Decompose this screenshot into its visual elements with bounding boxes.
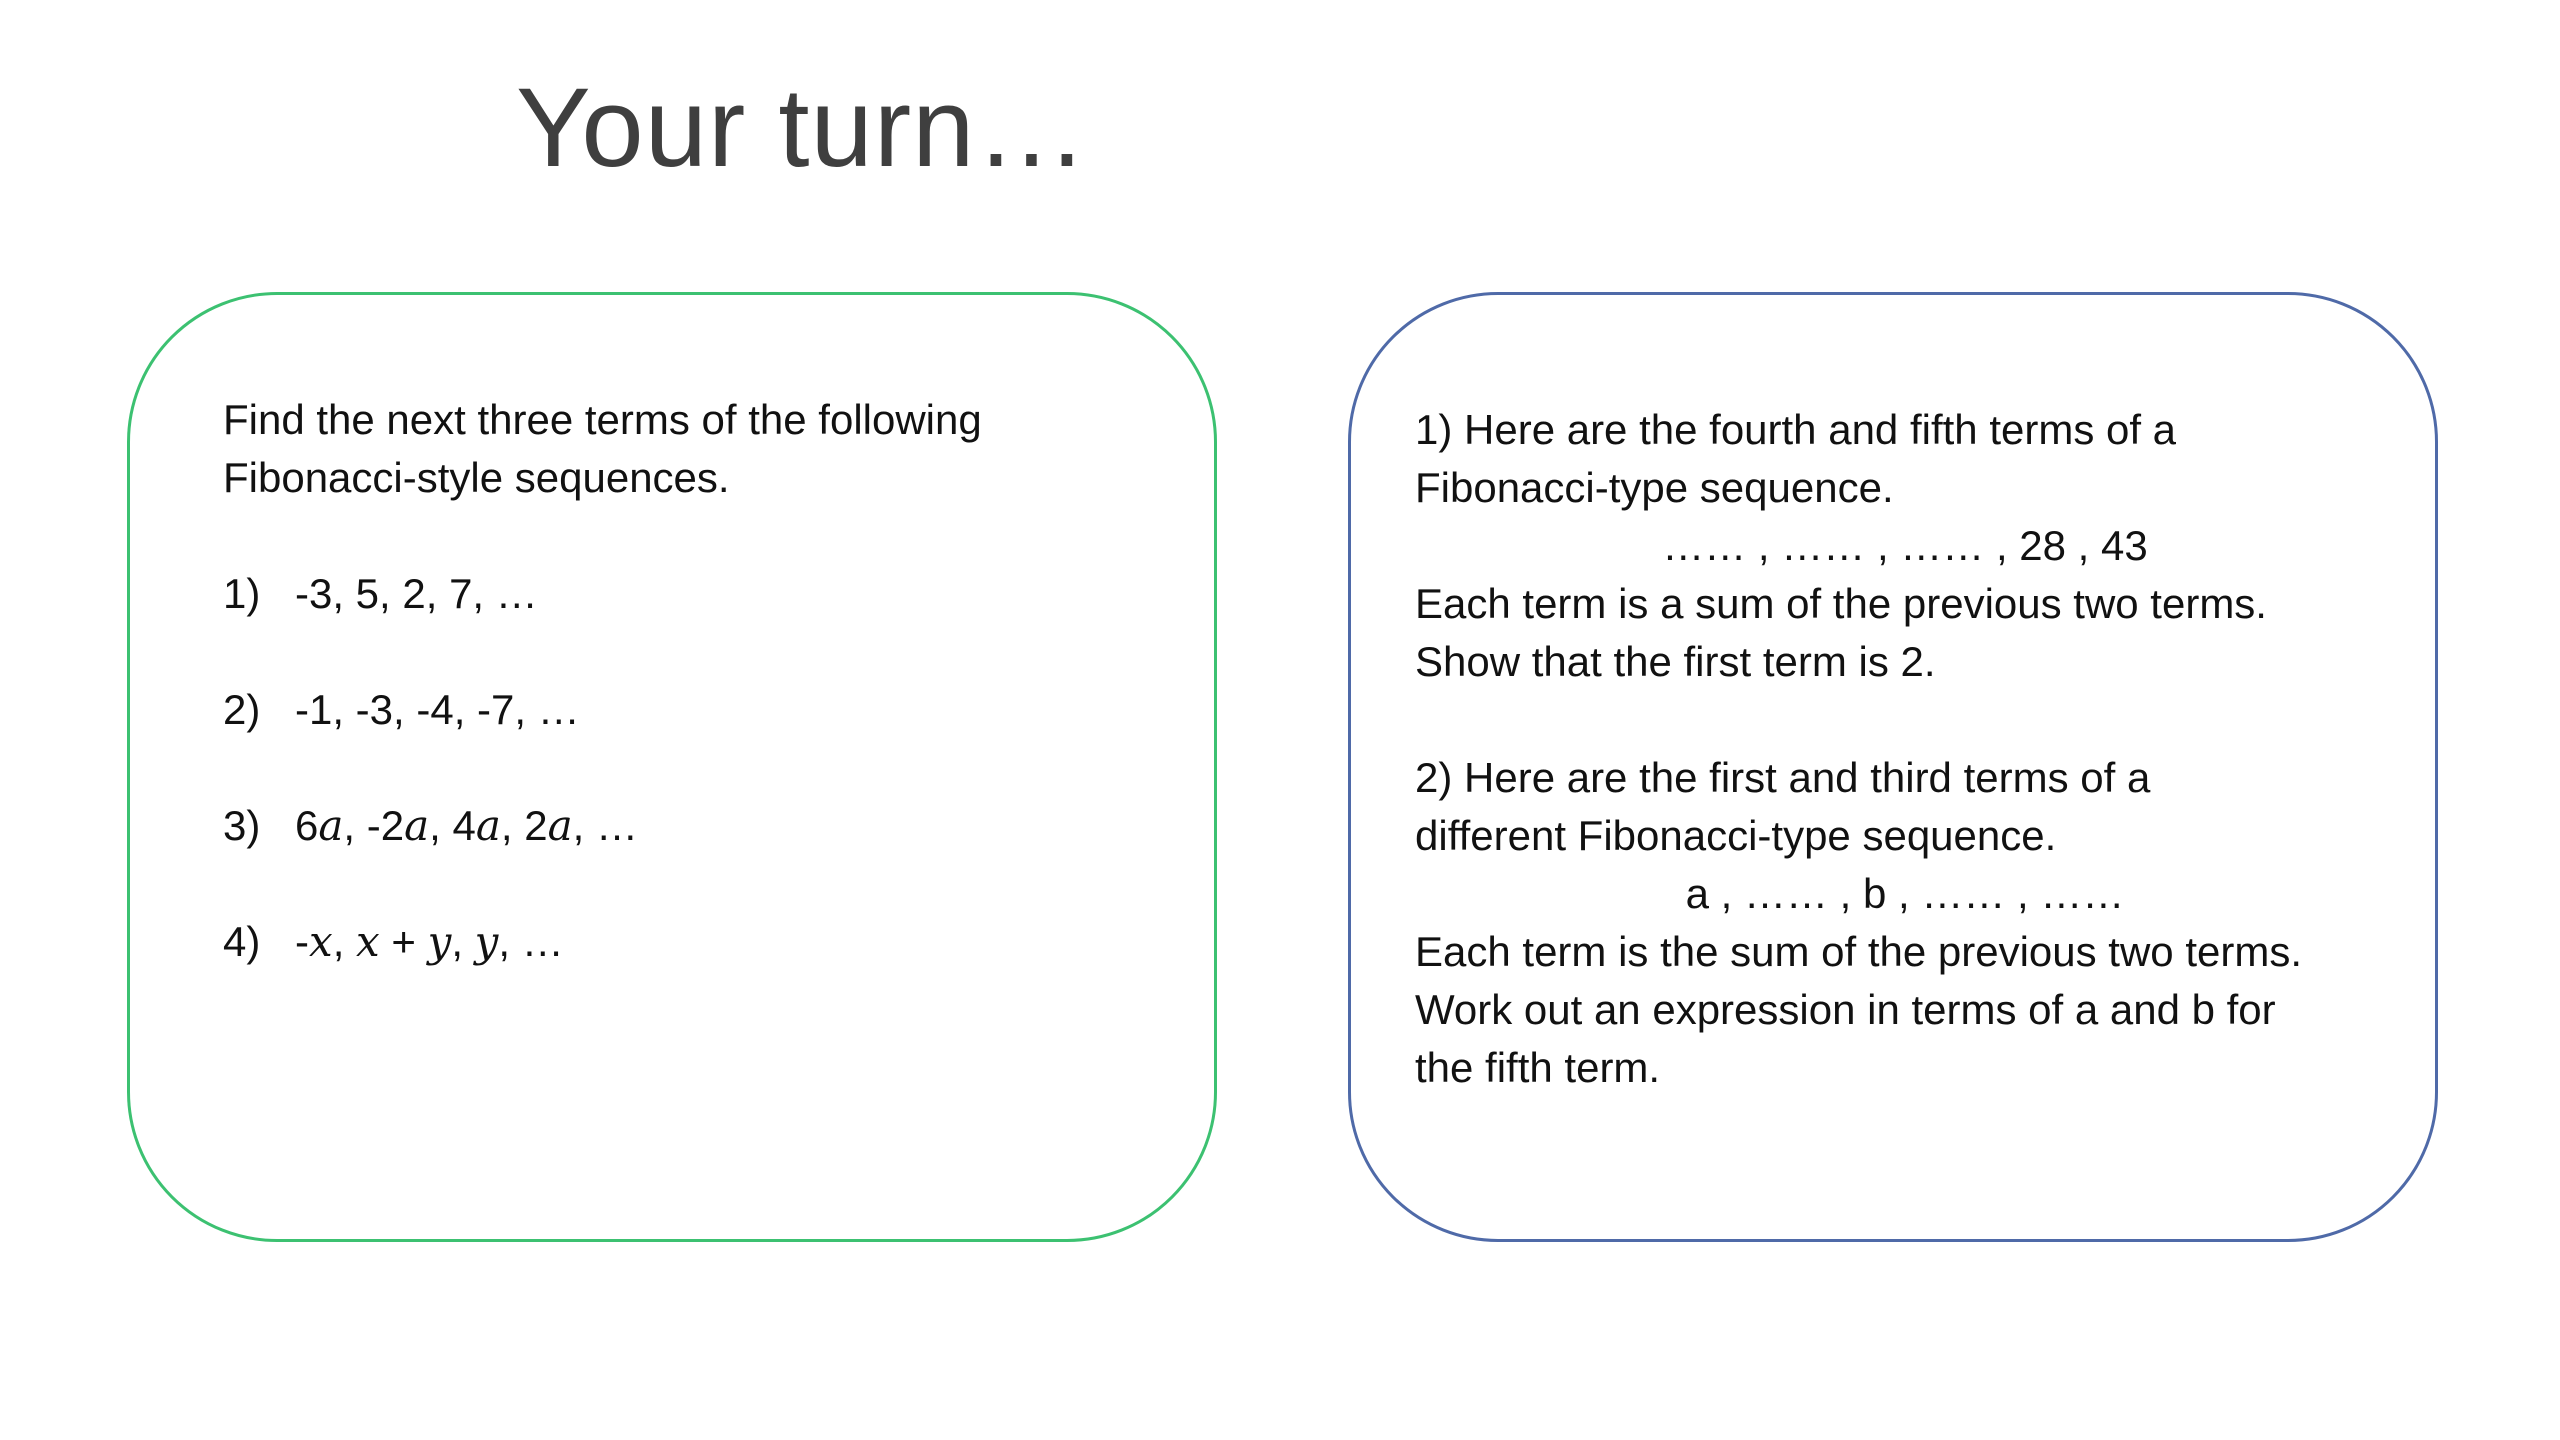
left-panel-content bbox=[223, 391, 1123, 1029]
question-1-line-1: 1) Here are the fourth and fifth terms of a bbox=[1415, 406, 2177, 453]
sequence-terms: 6a, -2a, 4a, 2a, … bbox=[295, 801, 638, 850]
question-1-line-2: Fibonacci-type sequence. bbox=[1415, 464, 1894, 511]
slide-title: Your turn… bbox=[516, 65, 1089, 190]
sequence-terms: -1, -3, -4, -7, … bbox=[295, 686, 580, 733]
sequence-terms: -x, x + y, y, … bbox=[295, 917, 564, 966]
right-exercise-panel bbox=[1348, 292, 2438, 1242]
question-2-line-5: the fifth term. bbox=[1415, 1044, 1661, 1091]
left-panel-intro: Find the next three terms of the following Fibonacci-style sequences. bbox=[223, 396, 982, 501]
right-panel-content bbox=[1415, 401, 2395, 1155]
sequence-item-1 bbox=[223, 565, 1123, 623]
sequence-number: 4) bbox=[223, 918, 261, 965]
sequence-item-3 bbox=[223, 797, 1123, 855]
sequence-item-2 bbox=[223, 681, 1123, 739]
sequence-number: 1) bbox=[223, 570, 261, 617]
sequence-number: 2) bbox=[223, 686, 261, 733]
question-2 bbox=[1415, 749, 2395, 1097]
question-2-sequence: a , …… , b , …… , …… bbox=[1685, 870, 2125, 917]
question-1-sequence: …… , …… , …… , 28 , 43 bbox=[1662, 522, 2148, 569]
question-2-line-3: Each term is the sum of the previous two terms. bbox=[1415, 928, 2303, 975]
sequence-number: 3) bbox=[223, 802, 261, 849]
question-2-line-2: different Fibonacci-type sequence. bbox=[1415, 812, 2057, 859]
question-1-line-3: Each term is a sum of the previous two terms. bbox=[1415, 580, 2267, 627]
question-1-line-4: Show that the first term is 2. bbox=[1415, 638, 1936, 685]
left-exercise-panel bbox=[127, 292, 1217, 1242]
sequence-item-4 bbox=[223, 913, 1123, 971]
sequence-terms: -3, 5, 2, 7, … bbox=[295, 570, 538, 617]
question-2-line-4: Work out an expression in terms of a and b for bbox=[1415, 986, 2276, 1033]
question-2-line-1: 2) Here are the first and third terms of a bbox=[1415, 754, 2151, 801]
question-1 bbox=[1415, 401, 2395, 691]
